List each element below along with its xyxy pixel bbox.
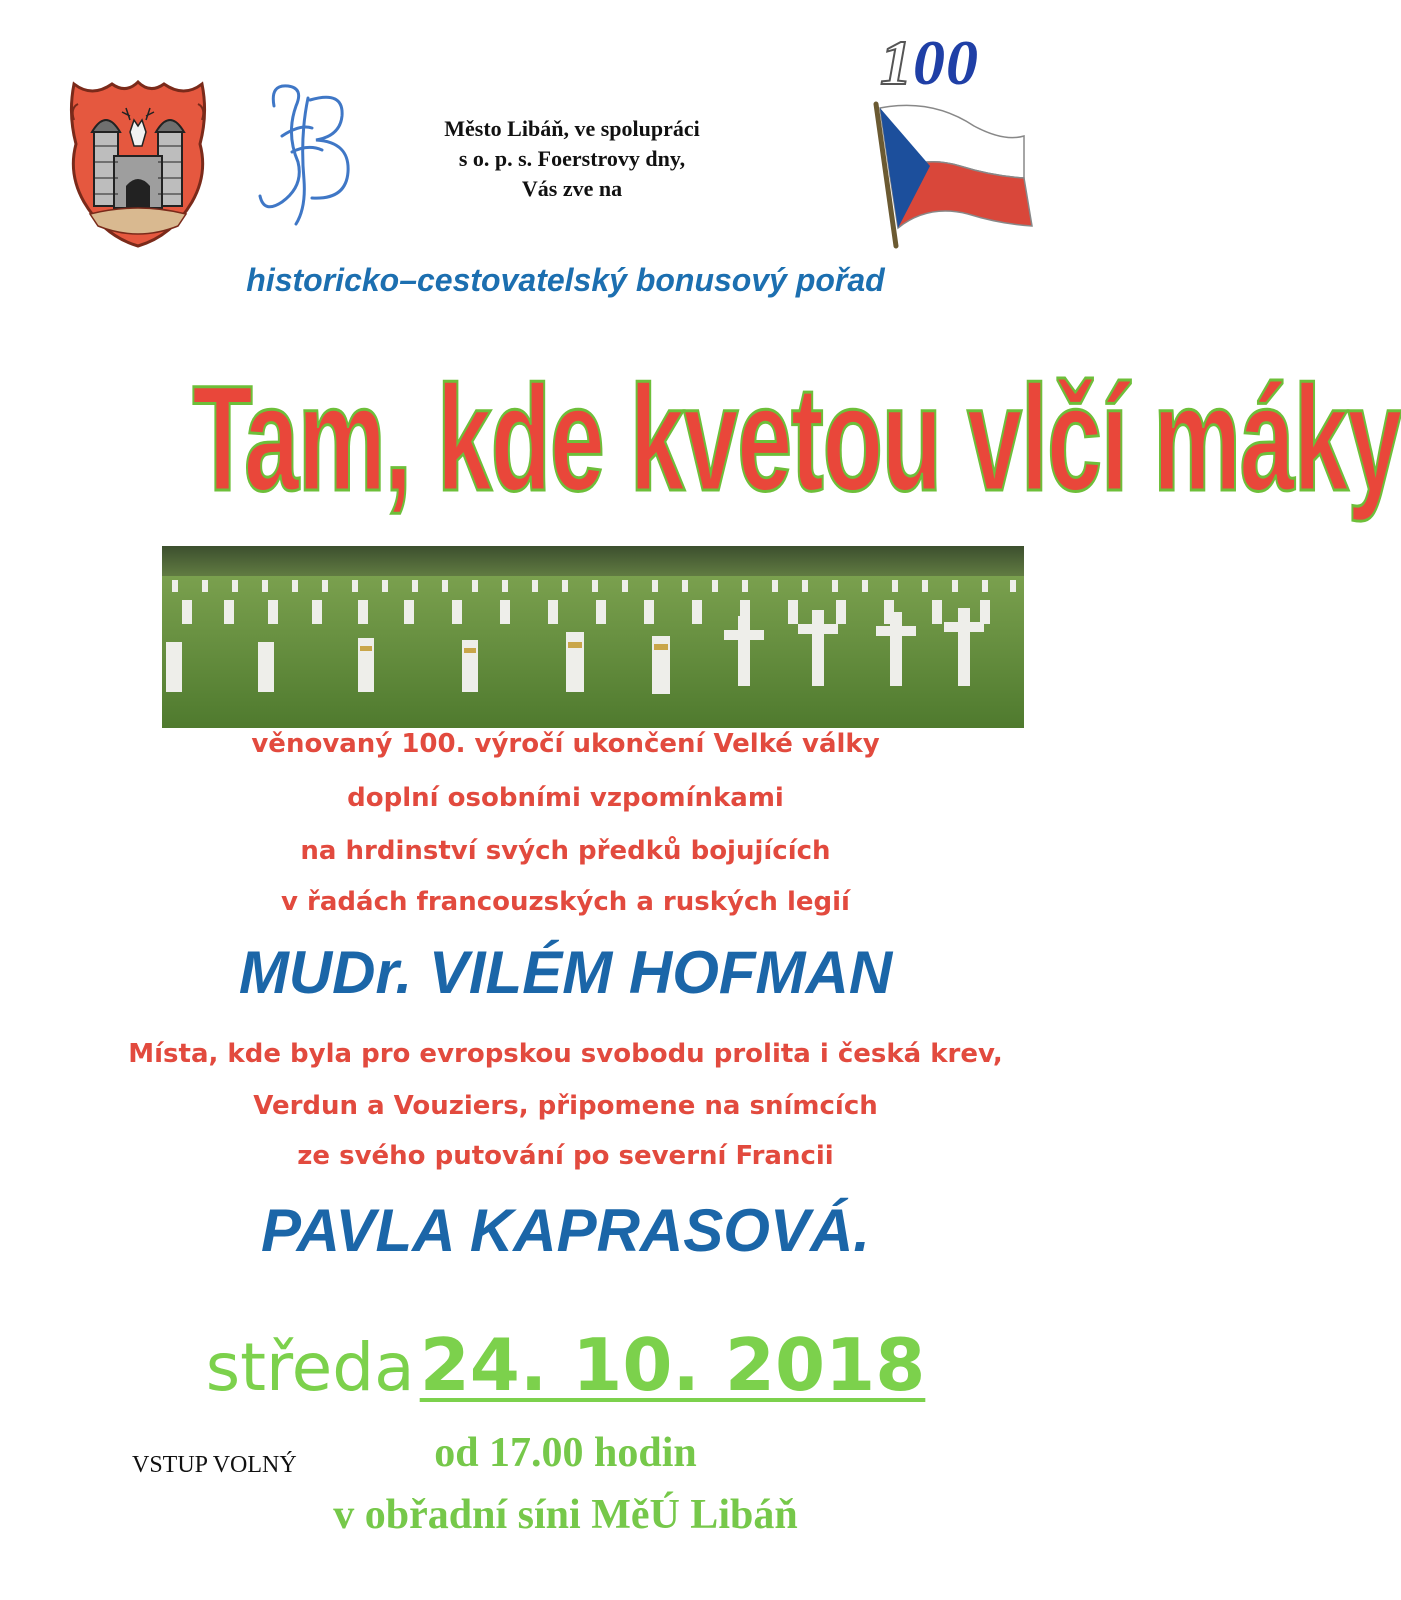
main-title: Tam, kde kvetou vlčí máky <box>192 354 1401 522</box>
town-crest-icon <box>64 74 212 250</box>
war-cemetery-crosses-photo <box>162 546 1024 728</box>
badge-digit-one: 1 <box>880 27 913 98</box>
jfb-monogram-icon <box>252 76 364 234</box>
description-line: Verdun a Vouziers, připomene na snímcích <box>253 1091 878 1121</box>
intro-line: Město Libáň, ve spolupráci <box>444 116 700 141</box>
czech-flag-icon <box>872 96 1040 254</box>
anniversary-100-badge <box>880 28 1030 98</box>
intro-text <box>372 114 772 204</box>
entry-free-label: VSTUP VOLNÝ <box>132 1452 297 1478</box>
description-line: doplní osobními vzpomínkami <box>347 783 784 813</box>
speaker-name: MUDr. VILÉM HOFMAN <box>238 939 893 1006</box>
intro-line: s o. p. s. Foerstrovy dny, <box>458 146 686 171</box>
event-subtitle: historicko–cestovatelský bonusový pořad <box>246 262 885 298</box>
intro-line: Vás zve na <box>521 176 623 201</box>
speaker-name: PAVLA KAPRASOVÁ. <box>261 1197 870 1264</box>
description-line: Místa, kde byla pro evropskou svobodu prolita i česká krev, <box>128 1039 1003 1069</box>
description-line: ze svého putování po severní Francii <box>297 1141 834 1171</box>
event-date-value: 24. 10. 2018 <box>419 1323 926 1407</box>
description-line: v řadách francouzských a ruských legií <box>281 887 850 917</box>
event-date <box>0 1320 1131 1430</box>
badge-digit-zeros: 00 <box>913 27 979 98</box>
event-time: od 17.00 hodin <box>434 1430 697 1476</box>
description-line: věnovaný 100. výročí ukončení Velké války <box>251 729 880 759</box>
event-venue: v obřadní síni MěÚ Libáň <box>333 1492 798 1538</box>
event-weekday: středa <box>205 1329 415 1406</box>
description-line: na hrdinství svých předků bojujících <box>300 836 831 866</box>
